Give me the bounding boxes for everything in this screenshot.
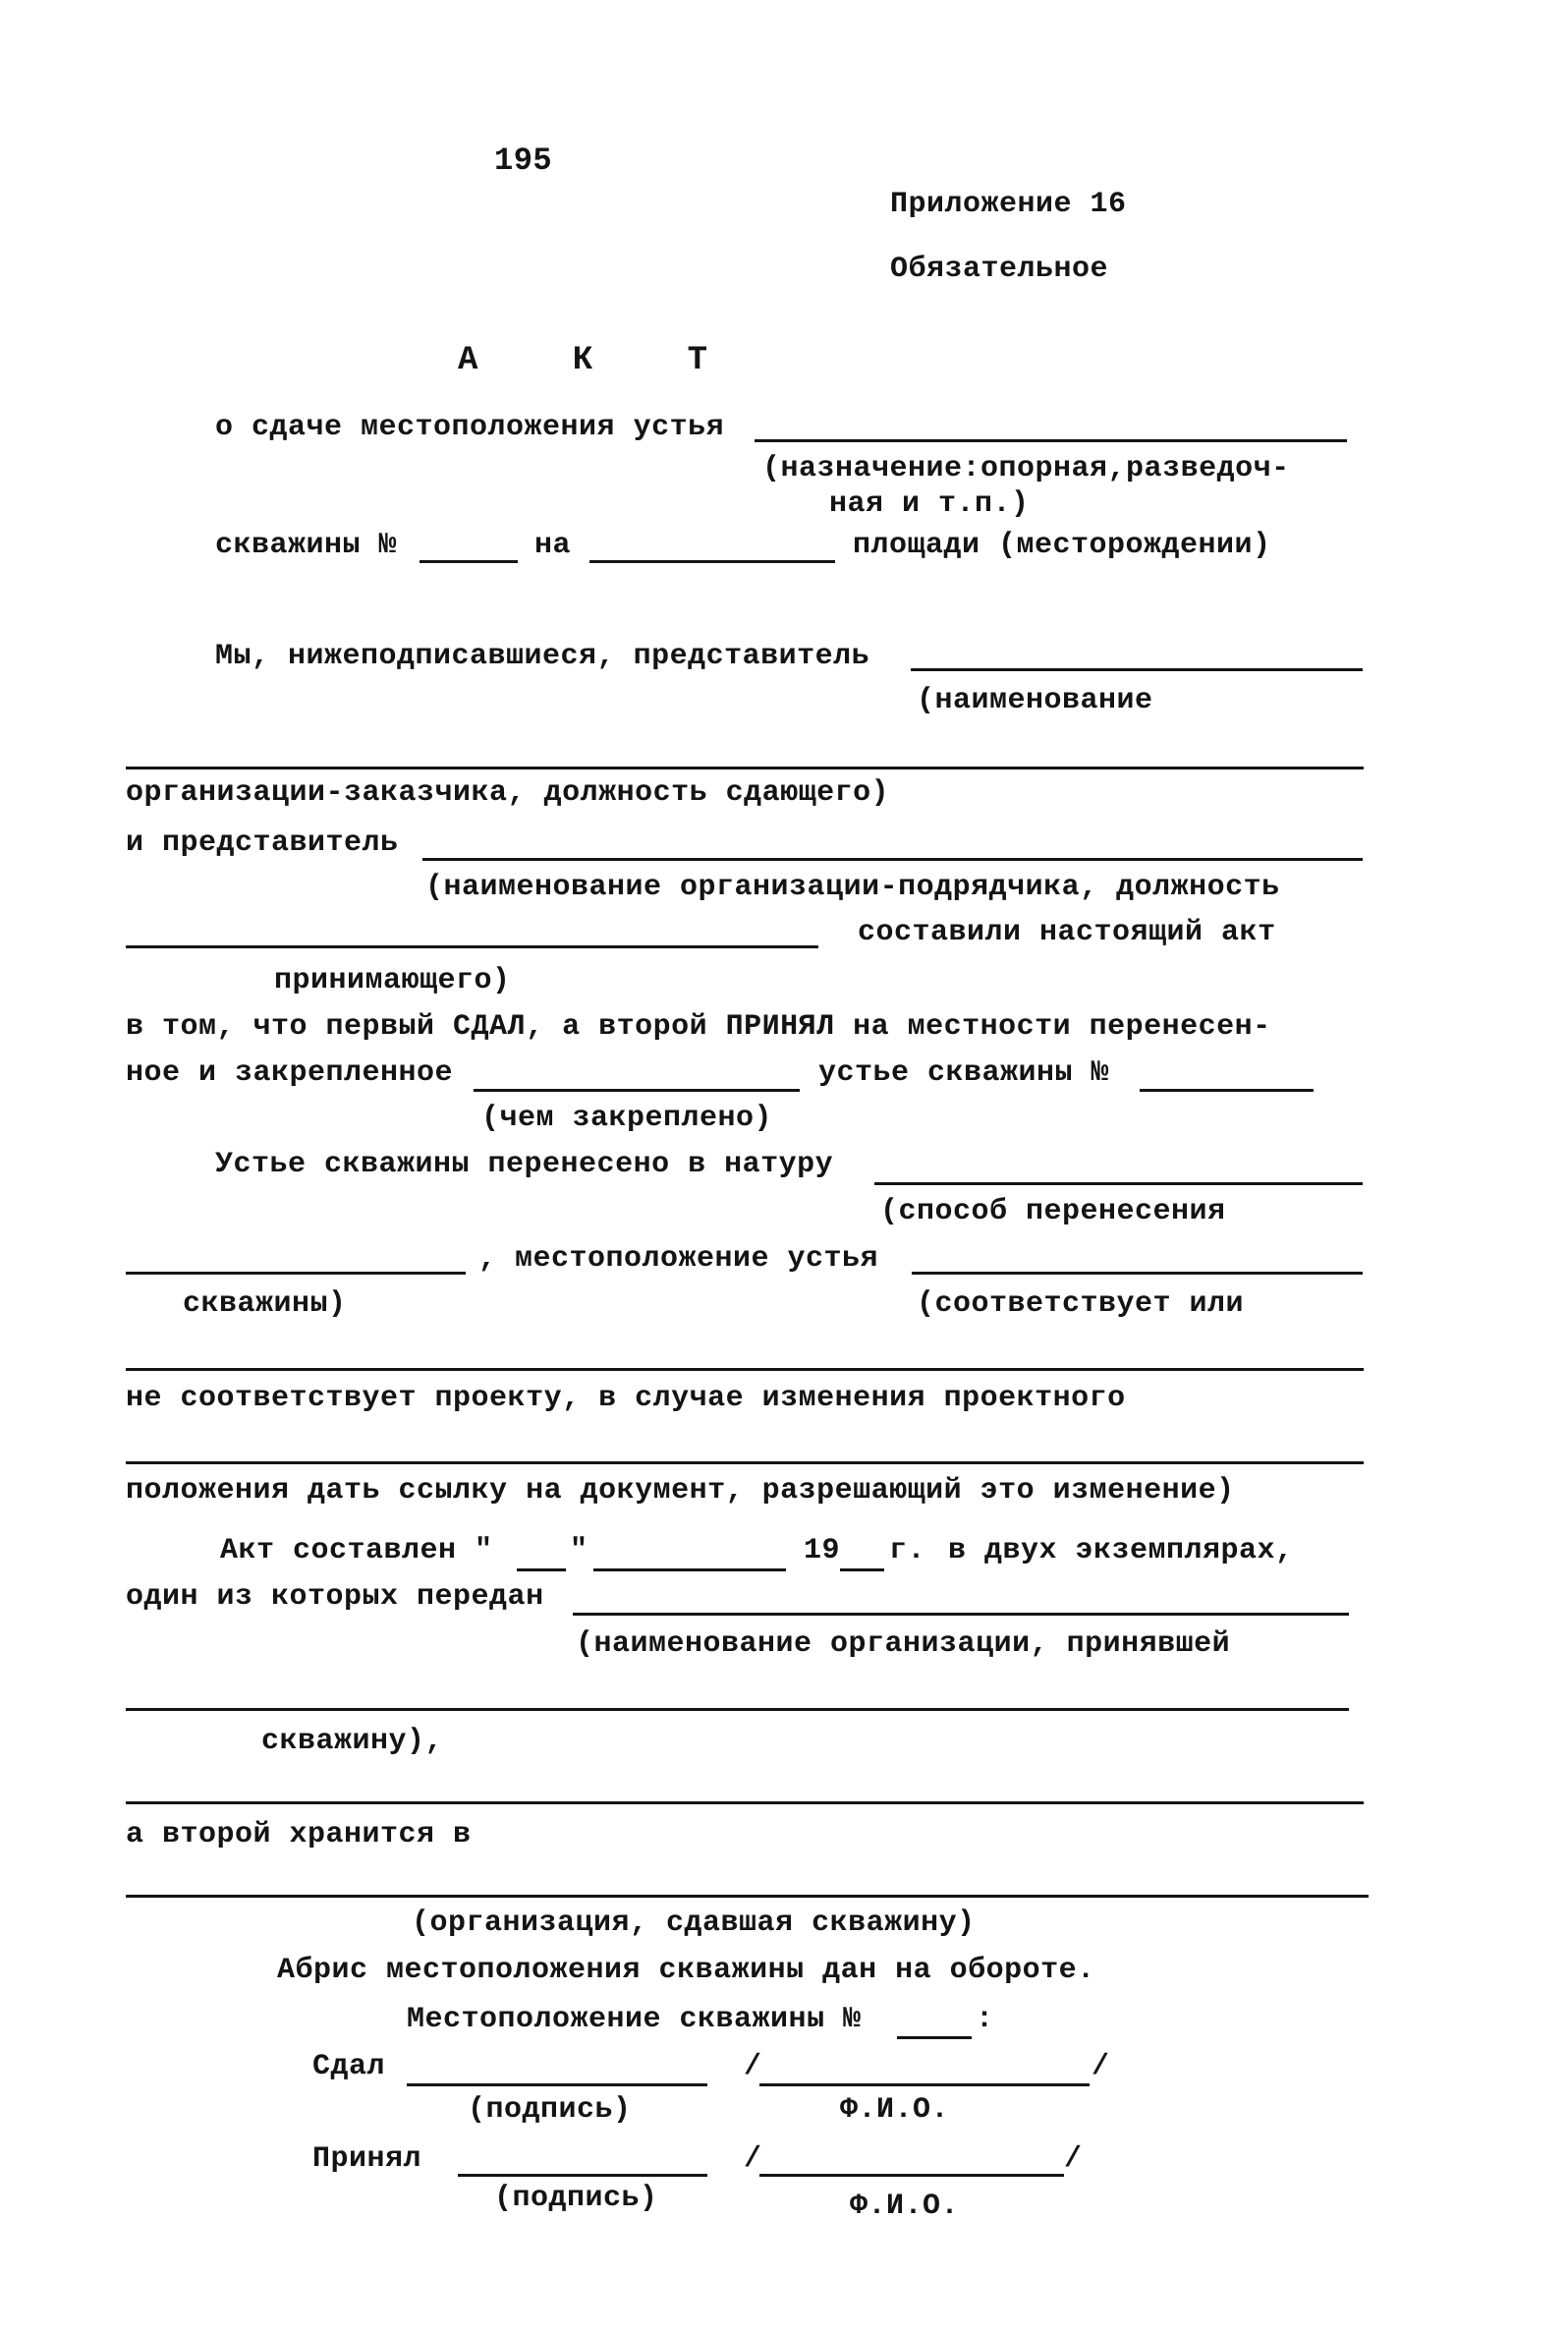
field-caption: не соответствует проекту, в случае изменения проектного — [126, 1382, 1126, 1415]
appendix-label: Приложение 16 — [890, 188, 1127, 221]
field-caption: (способ перенесения — [880, 1195, 1226, 1228]
field-caption: (наименование организации-подрядчика, должность — [425, 871, 1280, 904]
fill-line — [573, 1613, 1349, 1616]
fill-line — [126, 1708, 1349, 1711]
field-caption: (организация, сдавшая скважину) — [412, 1907, 976, 1940]
field-caption: ная и т.п.) — [829, 487, 1030, 521]
fill-line — [755, 439, 1347, 442]
fill-line — [1140, 1089, 1314, 1092]
fill-line — [126, 945, 818, 948]
text-line: один из которых передан — [126, 1580, 544, 1614]
text-line: о сдаче местоположения устья — [215, 411, 725, 444]
fill-line — [593, 1568, 786, 1571]
slash: / — [744, 2050, 762, 2083]
field-caption: (наименование организации, принявшей — [576, 1627, 1231, 1661]
text-line: Устье скважины перенесено в натуру — [215, 1148, 834, 1181]
fill-line — [589, 560, 835, 563]
text-line: Мы, нижеподписавшиеся, представитель — [215, 640, 870, 673]
fill-line — [420, 560, 518, 563]
field-caption: (наименование — [917, 684, 1153, 717]
slash: / — [1064, 2142, 1083, 2176]
slash: / — [1092, 2050, 1110, 2083]
text-line: в двух экземплярах, — [948, 1534, 1294, 1567]
signature-line — [407, 2083, 707, 2086]
fill-line — [911, 668, 1363, 671]
signature-caption: (подпись) — [494, 2182, 658, 2215]
text-line: 19 — [804, 1534, 841, 1567]
text-line: Абрис местоположения скважины дан на обороте. — [277, 1954, 1095, 1987]
text-line: : — [976, 2003, 994, 2036]
mandatory-label: Обязательное — [890, 253, 1109, 286]
field-caption: (назначение:опорная,разведоч- — [762, 452, 1290, 485]
fill-line — [126, 1368, 1364, 1371]
name-line — [759, 2083, 1090, 2086]
name-line — [759, 2174, 1064, 2177]
text-line: а второй хранится в — [126, 1818, 472, 1851]
field-caption: (соответствует или — [917, 1287, 1245, 1321]
fill-line — [517, 1568, 566, 1571]
slash: / — [744, 2142, 762, 2176]
fill-line — [126, 1895, 1369, 1898]
signature-caption: (подпись) — [468, 2093, 632, 2127]
text-line: Местоположение скважины № — [407, 2003, 862, 2036]
field-caption: положения дать ссылку на документ, разрешающий это изменение) — [126, 1474, 1235, 1508]
fill-line — [126, 1272, 466, 1275]
text-line: и представитель — [126, 826, 399, 860]
text-line: устье скважины № — [818, 1056, 1110, 1090]
accepted-label: Принял — [312, 2142, 422, 2176]
field-caption: (чем закреплено) — [481, 1102, 773, 1135]
fill-line — [126, 1801, 1364, 1804]
fill-line — [897, 2036, 972, 2039]
text-line: площади (месторождении) — [853, 529, 1271, 562]
text-line: составили настоящий акт — [858, 916, 1276, 949]
fill-line — [126, 1461, 1364, 1464]
fio-caption: Ф.И.О. — [850, 2190, 960, 2223]
text-line: г. — [889, 1534, 926, 1567]
field-caption: скважину), — [261, 1725, 444, 1758]
text-line: на — [534, 529, 572, 562]
text-line: , местоположение устья — [478, 1242, 879, 1276]
fill-line — [422, 858, 1363, 861]
text-line: Акт составлен " — [220, 1534, 493, 1567]
page-number: 195 — [494, 142, 553, 179]
fill-line — [840, 1568, 884, 1571]
text-line: ное и закрепленное — [126, 1056, 454, 1090]
fio-caption: Ф.И.О. — [840, 2093, 950, 2127]
text-line: " — [570, 1534, 588, 1567]
fill-line — [474, 1089, 800, 1092]
fill-line — [912, 1272, 1363, 1275]
text-line: в том, что первый СДАЛ, а второй ПРИНЯЛ на местности перенесен- — [126, 1010, 1271, 1044]
handed-label: Сдал — [312, 2050, 386, 2083]
signature-line — [458, 2174, 707, 2177]
document-title: А К Т — [458, 342, 746, 379]
text-line: скважины № — [215, 529, 398, 562]
fill-line — [874, 1182, 1363, 1185]
field-caption: организации-заказчика, должность сдающего) — [126, 776, 890, 810]
field-caption: принимающего) — [274, 964, 511, 997]
fill-line — [126, 767, 1364, 769]
field-caption: скважины) — [183, 1287, 347, 1321]
